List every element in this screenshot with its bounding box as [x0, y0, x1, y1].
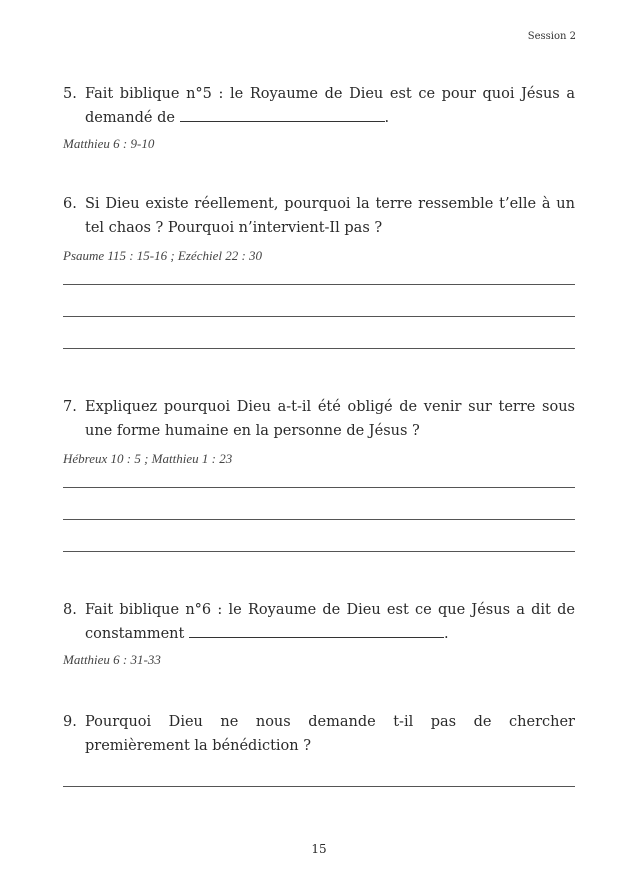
- question-text-end: .: [384, 110, 390, 126]
- question-text: Expliquez pourquoi Dieu a-t-il été obligé de venir sur terre sous une forme humaine en la personne de Jésus ?: [85, 399, 575, 439]
- bible-reference: Psaume 115 : 15-16 ; Ezéchiel 22 : 30: [63, 248, 263, 263]
- question-text-part: Fait biblique n°6 : le Royaume de Dieu est ce que Jésus a dit de constamment: [85, 602, 575, 642]
- answer-line[interactable]: [63, 786, 575, 787]
- bible-reference: Matthieu 6 : 9-10: [63, 136, 155, 151]
- question-number: 7.: [63, 399, 77, 415]
- worksheet-content: [63, 82, 575, 787]
- question-text-part: Fait biblique n°5 : le Royaume de Dieu est ce pour quoi Jésus a demandé de: [85, 86, 575, 126]
- question-text: [85, 598, 575, 646]
- page-number: 15: [311, 842, 327, 856]
- answer-line[interactable]: [63, 348, 575, 349]
- question-6: [63, 192, 575, 240]
- bible-reference: Matthieu 6 : 31-33: [63, 652, 161, 667]
- question-text-end: .: [443, 626, 449, 642]
- question-8: [63, 598, 575, 646]
- answer-line[interactable]: [63, 551, 575, 552]
- answer-line[interactable]: [63, 487, 575, 488]
- bible-reference: Hébreux 10 : 5 ; Matthieu 1 : 23: [63, 451, 233, 466]
- question-number: 8.: [63, 602, 77, 618]
- question-text: [85, 82, 575, 130]
- fill-in-blank[interactable]: [180, 107, 385, 122]
- question-5: [63, 82, 575, 130]
- answer-line[interactable]: [63, 519, 575, 520]
- question-text: Pourquoi Dieu ne nous demande t-il pas de chercher premièrement la bénédiction ?: [85, 714, 575, 754]
- question-7: [63, 395, 575, 443]
- question-number: 9.: [63, 714, 77, 730]
- session-header: Session 2: [527, 31, 576, 42]
- question-text: Si Dieu existe réellement, pourquoi la terre ressemble t’elle à un tel chaos ? Pourquoi n’intervient-Il pas ?: [85, 196, 575, 236]
- fill-in-blank[interactable]: [189, 623, 444, 638]
- answer-line[interactable]: [63, 284, 575, 285]
- question-9: [63, 710, 575, 758]
- answer-line[interactable]: [63, 316, 575, 317]
- question-number: 5.: [63, 86, 77, 102]
- question-number: 6.: [63, 196, 77, 212]
